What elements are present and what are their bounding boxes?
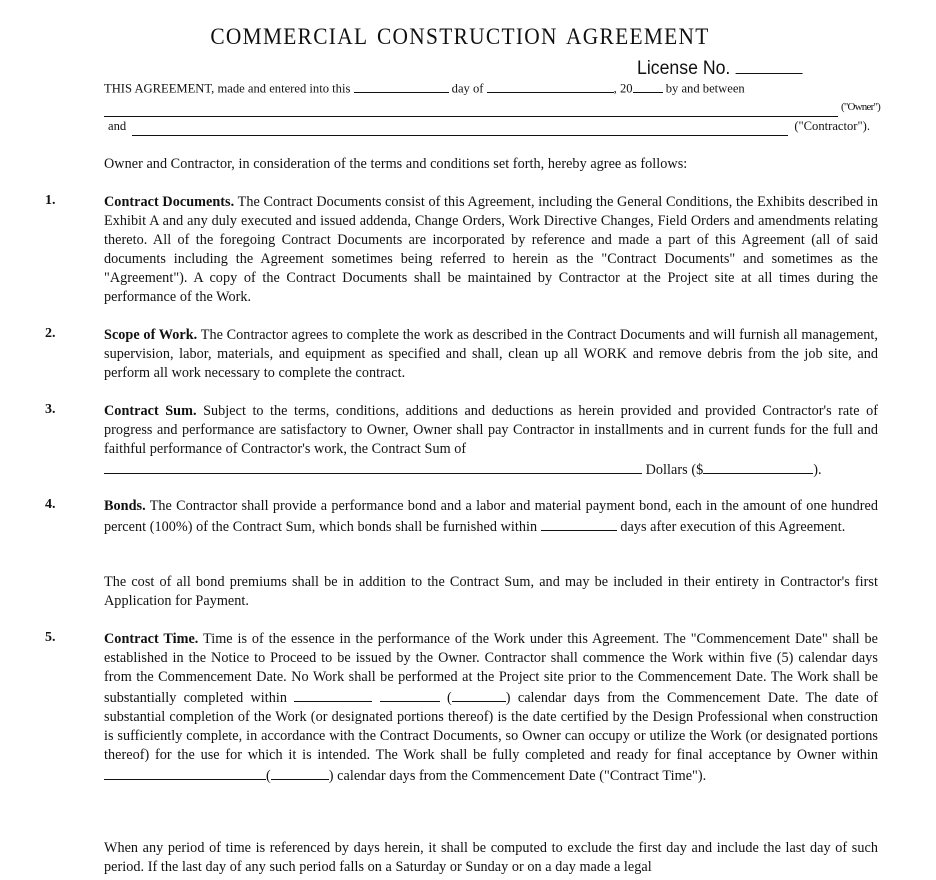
section-number: 1. [45,193,56,208]
dollars-close: ). [813,462,822,479]
section-heading: Bonds. [104,498,146,514]
owner-line [104,98,880,117]
section-heading: Contract Sum. [104,403,197,419]
intro-paragraph: Owner and Contractor, in consideration of the terms and conditions set forth, hereby agree as follows: [104,156,688,172]
year-field[interactable] [633,79,663,93]
section-number: 3. [45,402,56,417]
document-title: COMMERCIAL CONSTRUCTION AGREEMENT [210,24,710,49]
license-label: License No. [637,58,731,79]
bond-days-field[interactable] [541,516,617,531]
section-contract-sum [104,402,878,459]
section-text: The Contract Documents consist of this Agreement, including the General Conditions, the Exhibits described in Exhibit A and any duly executed and issued addenda, Change Orders, Work Directive Changes, Field Orders and amendments relating thereto. All of the foregoing Contract Documents are incorporated by reference and made a part of this Agreement (all of said documents including the Agreement sometimes being referred to herein as the "Contract Documents" and sometimes as the "Agreement"). A copy of the Contract Documents shall be maintained by Contractor at the Project site at all times during the performance of the Work. [104,194,878,305]
license-number-line [637,54,802,80]
section-text: ) calendar days from the Commencement Date. The date of substantial completion of the Work (or designated portions thereof) is the date certified by the Design Professional when construction is sufficiently complete, in accordance with the Contract Documents, so Owner can occupy or utilize the Work (or designated portions thereof) for the use for which it is intended. The Work shall be fully completed and ready for final acceptance by Owner within [104,690,879,764]
by-and-between-label: by and between [665,81,745,96]
substantial-days-words-field[interactable] [294,687,372,702]
contract-sum-amount-field[interactable] [703,459,813,474]
section-text: The Contractor shall provide a performance bond and a labor and material payment bond, each in the amount of one hundred percent (100%) of the Contract Sum, which bonds shall be furnished within [104,498,878,536]
final-days-words-field[interactable] [104,765,266,780]
day-field[interactable] [354,79,449,93]
section-number: 4. [45,497,56,512]
section-text: The Contractor agrees to complete the work as described in the Contract Documents and will furnish all management, supervision, labor, materials, and equipment as specified and shall, clean up all WORK and remove debris from the job site, and perform all work necessary to complete the contract. [104,327,879,381]
section-contract-documents [104,193,878,307]
section-scope-of-work [104,326,878,383]
and-label: and [108,119,127,133]
section-text: Time is of the essence in the performance of the Work under this Agreement. The "Commencement Date" shall be established in the Notice to Proceed to be issued by the Owner. Contractor shall commence the Work within five (5) calendar days from the Commencement Date. No Work shall be performed at the Project site prior to the Commencement Date. The Work shall be substantially completed within [104,631,879,707]
contract-sum-line [104,459,878,480]
contract-sum-words-field[interactable] [104,459,642,474]
owner-field[interactable] [104,102,838,117]
day-of-label: day of [451,81,484,96]
contractor-label: ("Contractor"). [794,119,870,133]
section-number: 2. [45,326,56,341]
final-days-number-field[interactable] [271,765,329,780]
preamble-line-1 [104,79,878,99]
substantial-days-number-field[interactable] [452,687,506,702]
section-bonds [104,497,878,537]
section-heading: Scope of Work. [104,327,198,343]
contractor-field[interactable] [132,121,788,136]
section-text: Subject to the terms, conditions, additions and deductions as herein provided and provided Contractor's rate of progress and performance are satisfactory to Owner, Owner shall pay Contractor in installments and in current funds for the full and faithful performance of Contractor's work, the Contract Sum of [104,403,878,457]
license-number-field[interactable] [735,54,802,74]
owner-label: ("Owner") [840,101,880,113]
dollars-label: Dollars ($ [645,462,704,479]
substantial-days-words-field-cont[interactable] [380,687,440,702]
year-prefix: , 20 [613,81,633,96]
section-contract-time: Contract Time. Time is of the essence in the performance of the Work under this Agreement. The "Commencement Date" shall be established in the Notice to Proceed to be issued by the Owner. Contractor shall commence the Work within five (5) calendar days from the Commencement Date. No Work shall be performed at the Project site prior to the Commencement Date. The Work shall be substantially completed within ( ) calendar days from the Commencement Date. The date of substantial completion of the Work (or designated portions thereof) is the date certified by the Design Professional when construction is sufficiently complete, in accordance with the Contract Documents, so Owner can occupy or utilize the Work (or designated portions thereof) for the use for which it is intended. The Work shall be fully completed and ready for final acceptance by Owner within ( ) calendar days from the Commencement Date ("Contract Time"). [104,631,879,785]
section-text: ) calendar days from the Commencement Date ("Contract Time"). [328,768,707,785]
contractor-line [108,117,870,136]
section-heading: Contract Documents. [104,194,235,210]
section-number: 5. [45,630,56,645]
month-field[interactable] [487,79,614,93]
section-text-after: days after execution of this Agreement. [620,519,846,536]
preamble-prefix: THIS AGREEMENT, made and entered into this [104,81,351,96]
bond-premiums-paragraph: The cost of all bond premiums shall be in addition to the Contract Sum, and may be included in their entirety in Contractor's first Application for Payment. [104,574,878,609]
section-heading: Contract Time. [104,631,199,647]
period-computation-paragraph: When any period of time is referenced by days herein, it shall be computed to exclude the first day and include the last day of such period. If the last day of any such period falls on a Saturday or Sunday or on a day made a legal [104,840,878,875]
